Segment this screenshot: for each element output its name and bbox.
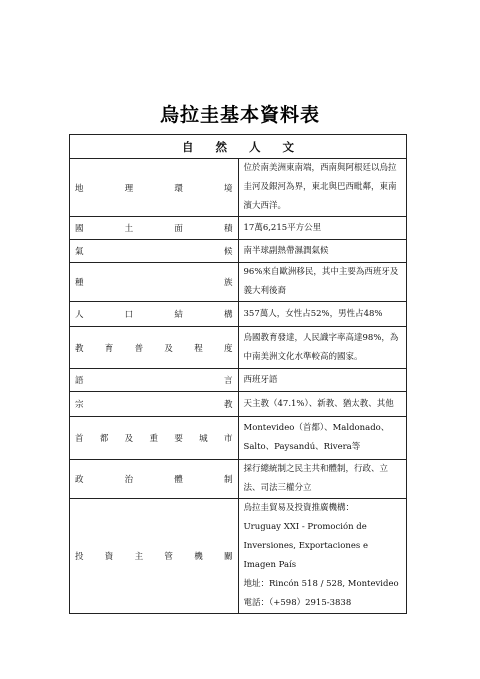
row-value-capital: Montevideo（首都）、Maldonado、Salto、Paysandú、Rivera等 (238, 417, 407, 460)
table-row (70, 392, 407, 417)
row-label-education: 教育普及程度 (70, 327, 239, 369)
row-label-capital: 首都及重要城市 (70, 417, 239, 460)
row-value-ethnicity: 96%來自歐洲移民，其中主要為西班牙及義大利後裔 (238, 263, 407, 302)
table-row (70, 240, 407, 263)
row-label-politics: 政治體制 (70, 460, 239, 499)
table-row (70, 327, 407, 369)
row-value-population: 357萬人，女性占52%，男性占48% (238, 302, 407, 327)
table-row (70, 217, 407, 240)
row-label-population: 人口結構 (70, 302, 239, 327)
investment-agency-name: Uruguay XXI - Promoción de Inversiones, Exportaciones e Imagen País (243, 522, 368, 570)
page-title: 烏拉圭基本資料表 (159, 104, 320, 126)
table-row (70, 302, 407, 327)
table-row (70, 499, 407, 614)
row-label-geography: 地理環境 (70, 159, 239, 217)
table-row (70, 263, 407, 302)
row-label-climate: 氣候 (70, 240, 239, 263)
row-value-geography: 位於南美洲東南端，西南與阿根廷以烏拉圭河及銀河為界，東北與巴西毗鄰，東南濱大西洋。 (238, 159, 407, 217)
row-value-investment (238, 499, 407, 614)
row-label-ethnicity: 種族 (70, 263, 239, 302)
row-value-religion: 天主教（47.1%）、新教、猶太教、其他 (238, 392, 407, 417)
table-row (70, 159, 407, 217)
row-value-language: 西班牙語 (238, 369, 407, 392)
row-label-area: 國土面積 (70, 217, 239, 240)
section-header-row (70, 135, 407, 159)
table-row (70, 369, 407, 392)
row-value-politics: 採行總統制之民主共和體制，行政、立法、司法三權分立 (238, 460, 407, 499)
investment-phone: 電話：（+598）2915-3838 (243, 598, 352, 608)
table-row (70, 417, 407, 460)
row-label-language: 語言 (70, 369, 239, 392)
row-value-area: 17萬6,215平方公里 (238, 217, 407, 240)
investment-address: 地址：Rincón 518 / 528, Montevideo (243, 579, 399, 589)
row-value-education: 烏國教育發達，人民識字率高達98%，為中南美洲文化水準較高的國家。 (238, 327, 407, 369)
section-header: 自 然 人 文 (70, 135, 407, 159)
row-label-investment: 投資主管機關 (70, 499, 239, 614)
table-row (70, 460, 407, 499)
row-label-religion: 宗教 (70, 392, 239, 417)
investment-agency-line: 烏拉圭貿易及投資推廣機構： (243, 503, 355, 513)
row-value-climate: 南半球副熱帶濕潤氣候 (238, 240, 407, 263)
info-table (69, 134, 407, 614)
